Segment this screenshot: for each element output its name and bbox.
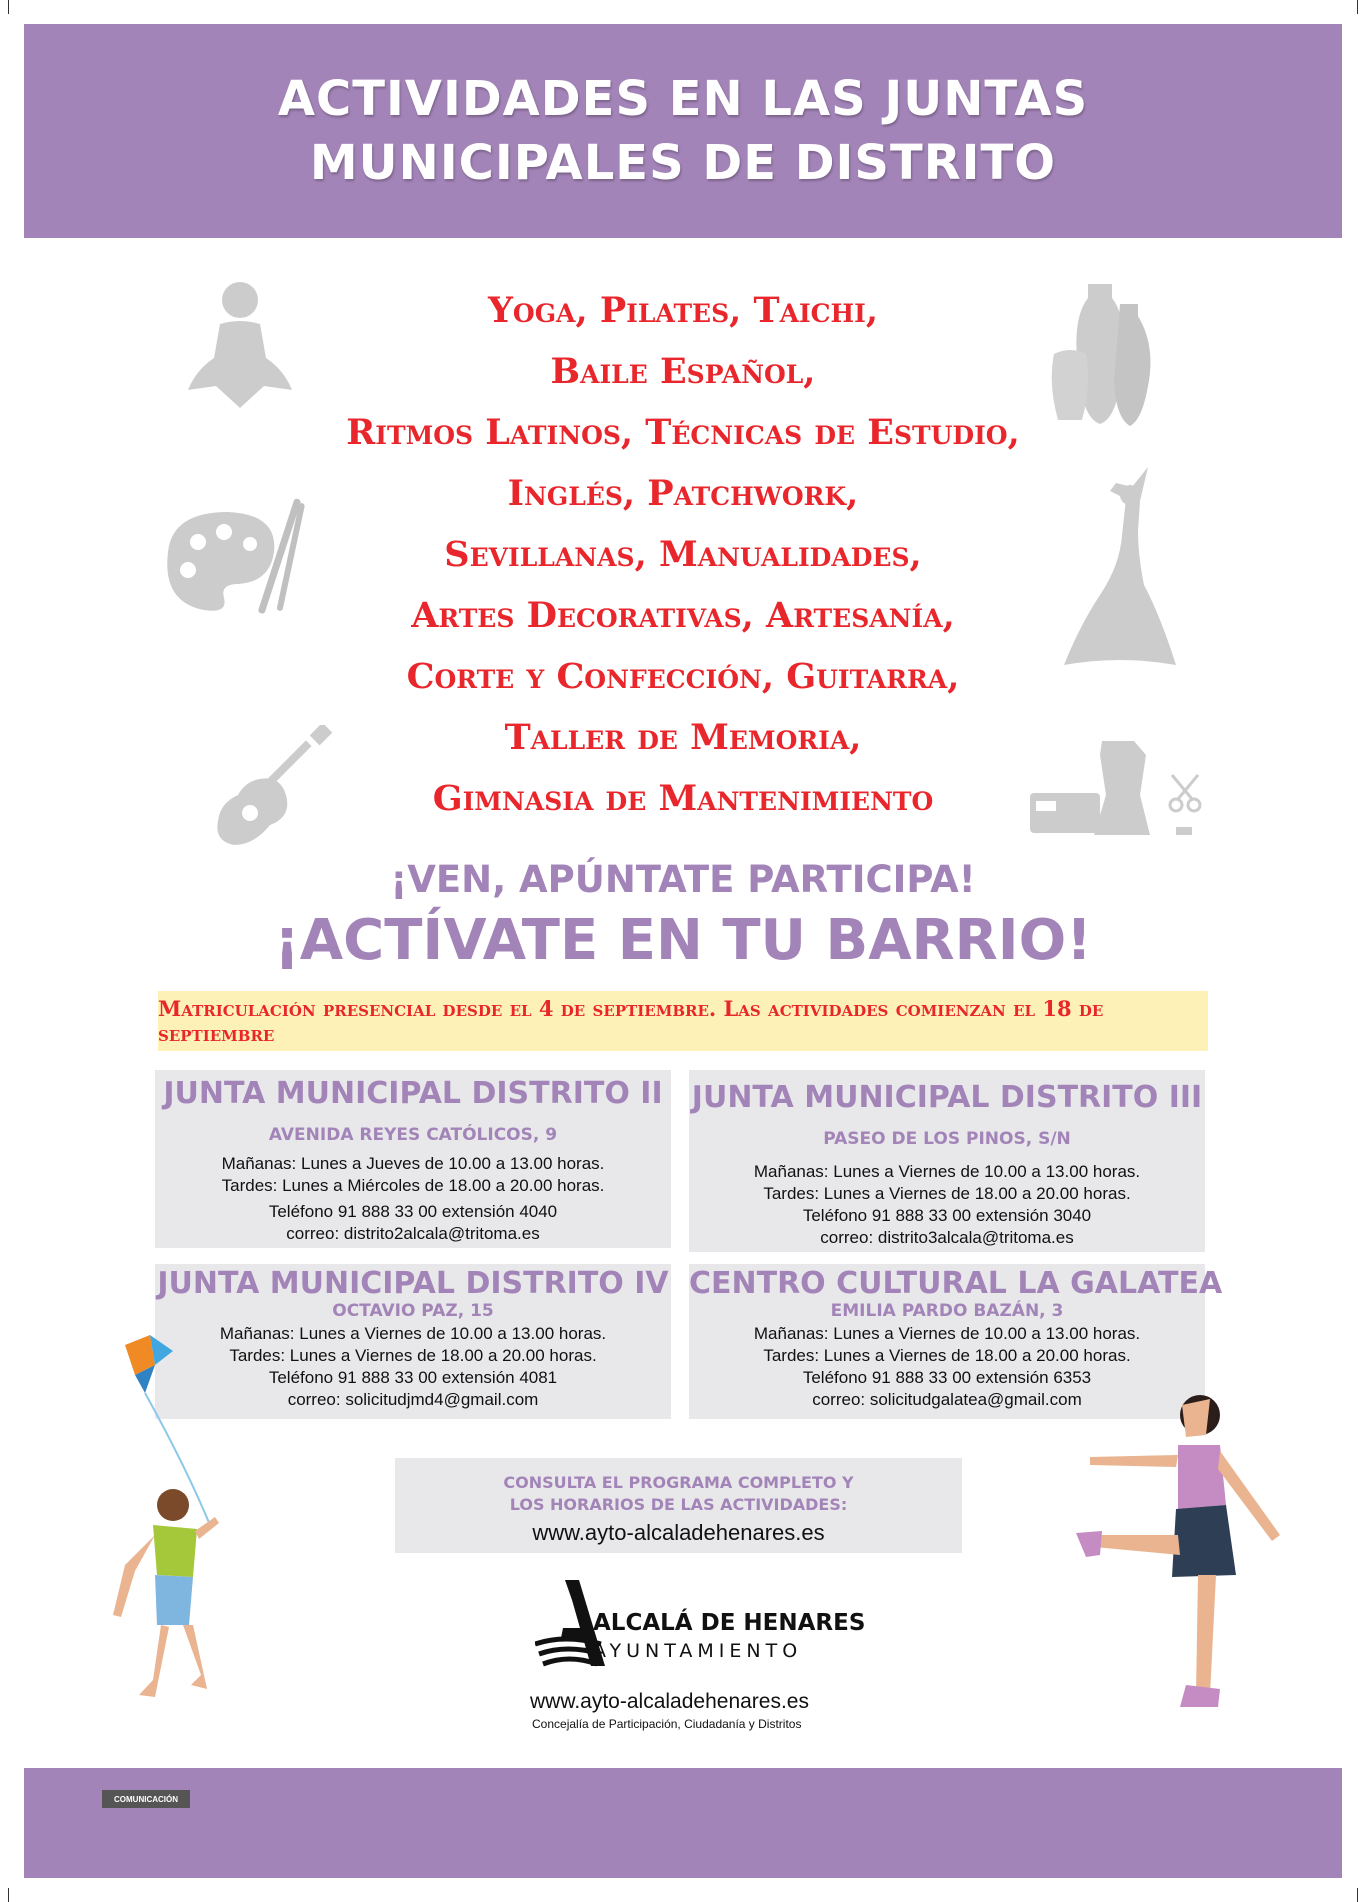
center-email[interactable]: correo: solicitudgalatea@gmail.com: [812, 1390, 1082, 1409]
communication-badge: COMUNICACIÓN: [102, 1790, 190, 1808]
vases-icon: [1048, 280, 1158, 430]
center-mornings: Mañanas: Lunes a Jueves de 10.00 a 13.00 horas.: [221, 1154, 605, 1173]
crop-mark: [1357, 0, 1358, 14]
center-afternoons: Tardes: Lunes a Viernes de 18.00 a 20.00 horas.: [229, 1346, 597, 1365]
activity-line: Baile Español,: [550, 351, 816, 392]
activity-line: Sevillanas, Manualidades,: [444, 534, 922, 575]
center-afternoons: Tardes: Lunes a Viernes de 18.00 a 20.00 horas.: [763, 1346, 1131, 1365]
slogan-line1: ¡VEN, APÚNTATE PARTICIPA!: [390, 858, 976, 901]
center-title: JUNTA MUNICIPAL DISTRITO II: [163, 1076, 663, 1111]
footer-banner: [24, 1768, 1342, 1878]
slogan-line2: ¡ACTÍVATE EN TU BARRIO!: [274, 908, 1092, 973]
city-logo-name: ALCALÁ DE HENARES: [593, 1610, 866, 1636]
activity-line: Ritmos Latinos, Técnicas de Estudio,: [346, 412, 1020, 453]
center-afternoons: Tardes: Lunes a Viernes de 18.00 a 20.00 horas.: [763, 1184, 1131, 1203]
header-title-line2: MUNICIPALES DE DISTRITO: [309, 135, 1057, 191]
center-phone: Teléfono 91 888 33 00 extensión 4081: [268, 1368, 558, 1387]
sewing-icon: [1026, 735, 1206, 845]
consult-program-box: [395, 1458, 962, 1553]
center-email[interactable]: correo: solicitudjmd4@gmail.com: [287, 1390, 539, 1409]
activities-list: [330, 280, 1036, 829]
center-title: JUNTA MUNICIPAL DISTRITO IV: [157, 1266, 669, 1301]
center-email[interactable]: correo: distrito3alcala@tritoma.es: [820, 1228, 1074, 1247]
footer-department: Concejalía de Participación, Ciudadanía y Distritos: [532, 1717, 802, 1731]
flamenco-dancer-icon: [1060, 465, 1180, 675]
consult-line2: LOS HORARIOS DE LAS ACTIVIDADES:: [509, 1495, 848, 1514]
center-address: AVENIDA REYES CATÓLICOS, 9: [268, 1125, 558, 1145]
center-phone: Teléfono 91 888 33 00 extensión 4040: [268, 1202, 558, 1221]
consult-url-link[interactable]: www.ayto-alcaladehenares.es: [532, 1520, 825, 1545]
consult-line1: CONSULTA EL PROGRAMA COMPLETO Y: [503, 1473, 854, 1492]
kite-child-illustration: [95, 1325, 255, 1715]
center-mornings: Mañanas: Lunes a Viernes de 10.00 a 13.00 horas.: [753, 1162, 1141, 1181]
city-logo-subtitle: AYUNTAMIENTO: [593, 1640, 803, 1662]
yoga-icon: [180, 278, 300, 418]
header-title-line1: ACTIVIDADES EN LAS JUNTAS: [277, 71, 1089, 127]
crop-mark: [8, 0, 9, 14]
activity-line: Corte y Confección, Guitarra,: [406, 656, 960, 697]
activity-line: Inglés, Patchwork,: [507, 473, 859, 514]
exercising-woman-illustration: [1050, 1385, 1350, 1725]
center-phone: Teléfono 91 888 33 00 extensión 6353: [802, 1368, 1092, 1387]
activity-line: Taller de Memoria,: [504, 717, 862, 758]
center-phone: Teléfono 91 888 33 00 extensión 3040: [802, 1206, 1092, 1225]
center-mornings: Mañanas: Lunes a Viernes de 10.00 a 13.00 horas.: [753, 1324, 1141, 1343]
crop-mark: [1357, 1888, 1358, 1902]
center-afternoons: Tardes: Lunes a Miércoles de 18.00 a 20.00 horas.: [221, 1176, 605, 1195]
center-mornings: Mañanas: Lunes a Viernes de 10.00 a 13.00 horas.: [219, 1324, 607, 1343]
center-address: PASEO DE LOS PINOS, S/N: [823, 1129, 1071, 1149]
paint-palette-icon: [158, 492, 308, 632]
header-banner: [24, 24, 1342, 238]
center-address: EMILIA PARDO BAZÁN, 3: [830, 1301, 1064, 1321]
guitar-icon: [210, 725, 340, 855]
activity-line: Artes Decorativas, Artesanía,: [411, 595, 955, 636]
center-title: CENTRO CULTURAL LA GALATEA: [689, 1266, 1223, 1301]
activity-line: Gimnasia de Mantenimiento: [432, 778, 934, 819]
center-email[interactable]: correo: distrito2alcala@tritoma.es: [286, 1224, 540, 1243]
center-address: OCTAVIO PAZ, 15: [332, 1301, 494, 1321]
footer-url-link[interactable]: www.ayto-alcaladehenares.es: [530, 1690, 809, 1713]
center-card-distrito-ii: [155, 1070, 671, 1248]
center-card-distrito-iii: [689, 1070, 1205, 1252]
center-title: JUNTA MUNICIPAL DISTRITO III: [691, 1080, 1203, 1115]
crop-mark: [8, 1888, 9, 1902]
activity-line: Yoga, Pilates, Taichi,: [487, 290, 879, 331]
city-logo: [535, 1580, 866, 1670]
enrollment-notice: Matriculación presencial desde el 4 de septiembre. Las actividades comienzan el 18 de septiembre: [158, 991, 1208, 1051]
